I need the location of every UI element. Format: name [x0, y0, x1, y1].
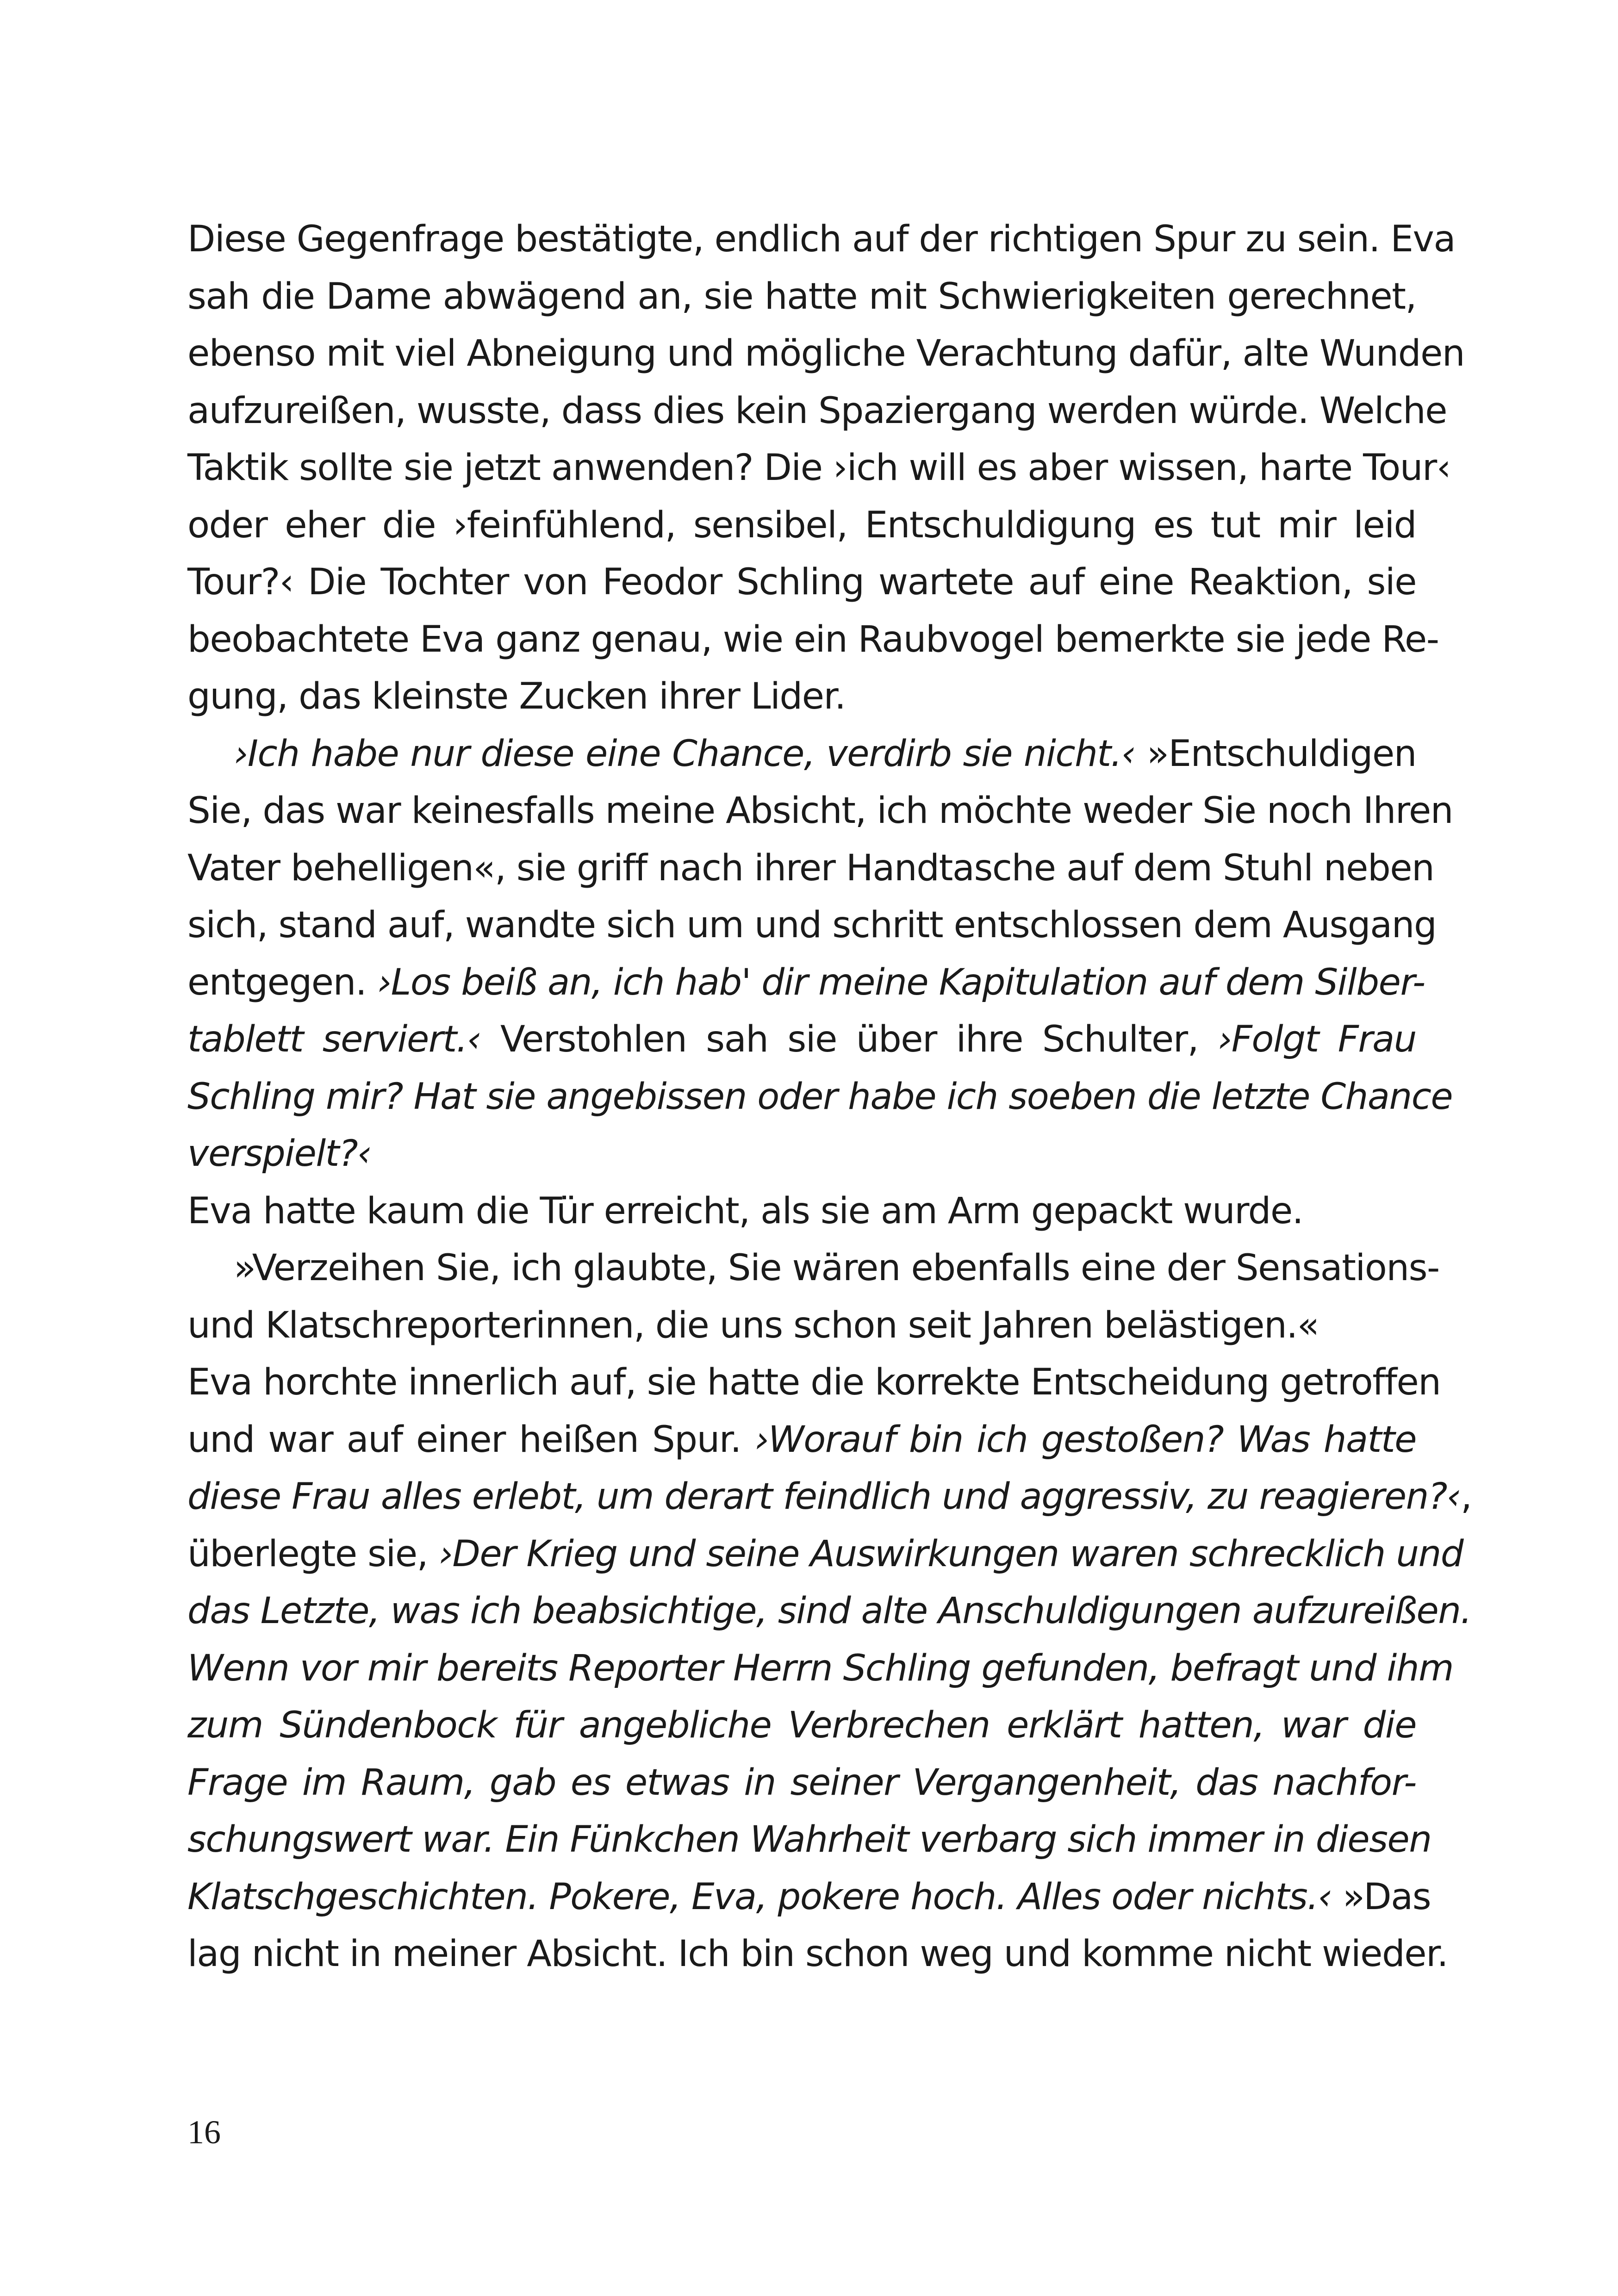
text-run: Verstohlen sah sie über ihre Schulter, — [481, 1018, 1218, 1060]
text-line — [187, 840, 1434, 897]
text-run: lag nicht in meiner Absicht. Ich bin schon weg und komme nicht wieder. — [187, 1932, 1448, 1975]
text-run: Eva horchte innerlich auf, sie hatte die korrekte Entscheidung getroffen — [187, 1361, 1441, 1403]
text-line — [187, 611, 1439, 668]
text-line — [187, 1697, 1416, 1754]
text-run: »Verzeihen Sie, ich glaubte, Sie wären ebenfalls eine der Sensations- — [234, 1246, 1439, 1289]
text-line — [187, 1525, 1463, 1583]
text-line — [187, 1868, 1431, 1926]
text-line — [187, 954, 1425, 1011]
text-line — [187, 497, 1416, 554]
text-run: Sie, das war keinesfalls meine Absicht, ich möchte weder Sie noch Ihren — [187, 789, 1453, 832]
text-line — [187, 1011, 1416, 1068]
text-line — [187, 439, 1450, 497]
text-run: beobachtete Eva ganz genau, wie ein Raubvogel bemerkte sie jede Re- — [187, 617, 1439, 660]
italic-text-run: tablett serviert.‹ — [187, 1018, 481, 1060]
italic-text-run: Schling mir? Hat sie angebissen oder habe ich soeben die letzte Chance — [187, 1075, 1453, 1118]
text-line — [187, 325, 1465, 382]
text-line — [187, 211, 1456, 268]
text-run: »Entschuldigen — [1135, 732, 1416, 775]
text-run: und war auf einer heißen Spur. — [187, 1418, 755, 1461]
text-line — [187, 1640, 1454, 1697]
text-line — [187, 382, 1447, 440]
body-text — [187, 211, 1472, 1983]
text-line — [187, 1811, 1431, 1868]
italic-text-run: das Letzte, was ich beabsichtige, sind alte Anschuldigungen aufzureißen. — [187, 1589, 1472, 1632]
italic-text-run: diese Frau alles erlebt, um derart feindlich und aggressiv, zu reagieren?‹ — [187, 1475, 1461, 1518]
italic-text-run: zum Sündenbock für angebliche Verbrechen erklärt hatten, war die — [187, 1704, 1416, 1746]
text-line — [187, 1354, 1441, 1411]
text-line — [187, 1468, 1472, 1525]
text-line — [187, 668, 1416, 725]
italic-text-run: ›Los beiß an, ich hab' dir meine Kapitulation auf dem Silber- — [377, 960, 1425, 1003]
italic-text-run: ›Der Krieg und seine Auswirkungen waren schrecklich und — [438, 1532, 1463, 1575]
italic-text-run: ›Ich habe nur diese eine Chance, verdirb sie nicht.‹ — [234, 732, 1136, 775]
text-line — [187, 1925, 1448, 1983]
italic-text-run: Wenn vor mir bereits Reporter Herrn Schling gefunden, befragt und ihm — [187, 1646, 1454, 1689]
text-line — [187, 268, 1416, 325]
text-line — [187, 1297, 1416, 1354]
italic-text-run: verspielt?‹ — [187, 1132, 372, 1175]
italic-text-run: Klatschgeschichten. Pokere, Eva, pokere hoch. Alles oder nichts.‹ — [187, 1875, 1332, 1918]
text-run: Vater behelligen«, sie griff nach ihrer Handtasche auf dem Stuhl neben — [187, 846, 1434, 889]
text-line — [187, 554, 1416, 611]
text-line — [187, 782, 1453, 840]
text-line — [187, 1239, 1439, 1297]
text-line — [187, 896, 1437, 954]
text-run: Diese Gegenfrage bestätigte, endlich auf der richtigen Spur zu sein. Eva — [187, 218, 1456, 260]
text-run: gung, das kleinste Zucken ihrer Lider. — [187, 675, 846, 717]
text-run: aufzureißen, wusste, dass dies kein Spaziergang werden würde. Welche — [187, 389, 1447, 432]
text-run: »Das — [1332, 1875, 1431, 1918]
italic-text-run: ›Worauf bin ich gestoßen? Was hatte — [754, 1418, 1416, 1461]
text-line — [187, 725, 1416, 783]
text-run: oder eher die ›feinfühlend, sensibel, Entschuldigung es tut mir leid — [187, 503, 1416, 546]
text-run: , — [1460, 1475, 1472, 1518]
text-line — [187, 1411, 1416, 1468]
text-run: Eva hatte kaum die Tür erreicht, als sie am Arm gepackt wurde. — [187, 1189, 1303, 1232]
text-run: überlegte sie, — [187, 1532, 439, 1575]
text-run: sah die Dame abwägend an, sie hatte mit Schwierigkeiten gerechnet, — [187, 274, 1416, 317]
text-run: entgegen. — [187, 960, 377, 1003]
text-run: ebenso mit viel Abneigung und mögliche Verachtung dafür, alte Wunden — [187, 332, 1465, 374]
text-line — [187, 1068, 1453, 1126]
text-line — [187, 1125, 1416, 1182]
text-line — [187, 1754, 1416, 1811]
text-run: sich, stand auf, wandte sich um und schritt entschlossen dem Ausgang — [187, 903, 1437, 946]
text-run: und Klatschreporterinnen, die uns schon seit Jahren belästigen.« — [187, 1303, 1319, 1346]
text-run: Tour?‹ Die Tochter von Feodor Schling wartete auf eine Reaktion, sie — [187, 560, 1416, 603]
italic-text-run: schungswert war. Ein Fünkchen Wahrheit verbarg sich immer in diesen — [187, 1818, 1431, 1860]
text-line — [187, 1182, 1416, 1240]
italic-text-run: ›Folgt Frau — [1217, 1018, 1416, 1060]
text-line — [187, 1582, 1472, 1640]
text-run: Taktik sollte sie jetzt anwenden? Die ›ich will es aber wissen, harte Tour‹ — [187, 446, 1450, 489]
page-number: 16 — [187, 2114, 221, 2151]
italic-text-run: Frage im Raum, gab es etwas in seiner Vergangenheit, das nachfor- — [187, 1761, 1416, 1804]
